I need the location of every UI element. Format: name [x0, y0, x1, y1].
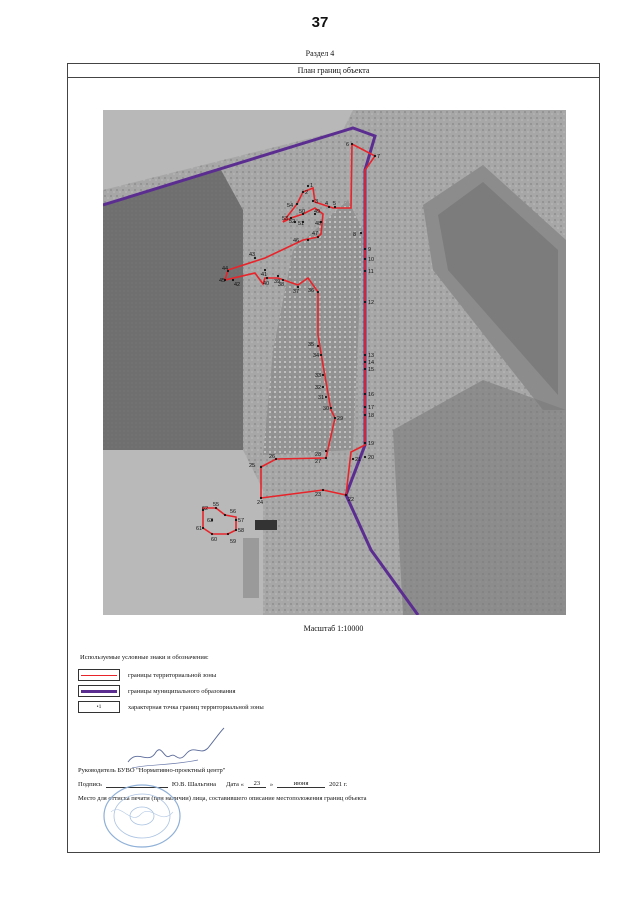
svg-text:21: 21 [355, 457, 362, 463]
page-number: 37 [311, 14, 329, 31]
svg-text:56: 56 [230, 509, 237, 515]
svg-text:53: 53 [282, 216, 289, 222]
point-48 [315, 221, 322, 227]
legend-item-point [78, 699, 378, 715]
svg-text:23: 23 [315, 492, 322, 498]
point-49 [314, 209, 320, 215]
svg-text:55: 55 [213, 502, 220, 508]
legend-item-label: границы муниципального образования [128, 687, 236, 695]
svg-text:52: 52 [289, 219, 296, 225]
svg-text:16: 16 [368, 392, 375, 398]
frame-title: План границ объекта [68, 64, 599, 78]
svg-text:29: 29 [337, 416, 344, 422]
svg-text:4: 4 [325, 201, 329, 207]
seal-stamp [101, 782, 183, 850]
svg-text:39: 39 [274, 279, 281, 285]
point-52 [289, 219, 296, 225]
boundary-map [103, 110, 566, 615]
svg-text:36: 36 [308, 288, 315, 294]
svg-text:20: 20 [368, 455, 375, 461]
svg-text:60: 60 [211, 537, 218, 543]
svg-text:47: 47 [312, 231, 319, 237]
legend-item-label: характерная точка границ территориальной зоны [128, 703, 264, 711]
svg-text:41: 41 [261, 272, 268, 278]
svg-text:58: 58 [238, 528, 245, 534]
svg-text:5: 5 [333, 201, 337, 207]
svg-text:26: 26 [269, 454, 276, 460]
svg-text:19: 19 [368, 441, 375, 447]
svg-text:10: 10 [368, 257, 375, 263]
svg-text:51: 51 [298, 221, 305, 227]
svg-text:7: 7 [377, 154, 381, 160]
svg-text:17: 17 [368, 405, 375, 411]
municipal-swatch [78, 685, 120, 697]
svg-text:15: 15 [368, 367, 375, 373]
svg-text:37: 37 [293, 289, 300, 295]
svg-text:54: 54 [287, 203, 294, 209]
svg-text:8: 8 [353, 232, 357, 238]
svg-text:13: 13 [368, 353, 375, 359]
svg-text:45: 45 [219, 278, 226, 284]
legend-item-zone [78, 667, 378, 683]
svg-text:40: 40 [263, 281, 270, 287]
svg-text:57: 57 [238, 518, 245, 524]
legend-item-municipal [78, 683, 378, 699]
svg-text:27: 27 [315, 459, 322, 465]
svg-text:62: 62 [202, 506, 209, 512]
zone-swatch [78, 669, 120, 681]
dark-field [103, 170, 243, 450]
point-44 [222, 266, 229, 272]
svg-text:33: 33 [315, 373, 322, 379]
svg-text:9: 9 [368, 247, 372, 253]
svg-text:61: 61 [196, 526, 203, 532]
svg-text:31: 31 [318, 395, 325, 401]
head-line: Руководитель БУВО "Нормативно-проектный центр" [78, 767, 226, 774]
section-label: Раздел 4 [305, 49, 335, 58]
svg-text:63: 63 [207, 518, 214, 524]
svg-text:3: 3 [315, 199, 319, 205]
svg-text:28: 28 [315, 452, 322, 458]
svg-text:2: 2 [305, 190, 309, 196]
point-62 [202, 506, 208, 512]
svg-text:46: 46 [293, 238, 300, 244]
svg-text:22: 22 [348, 497, 355, 503]
point-swatch: •1 [78, 701, 120, 713]
svg-text:59: 59 [230, 539, 237, 545]
legend-item-label: границы территориальной зоны [128, 671, 217, 679]
svg-text:48: 48 [315, 221, 322, 227]
svg-text:24: 24 [257, 500, 264, 506]
scale-label: Масштаб 1:10000 [303, 624, 364, 633]
small-building-2 [243, 538, 259, 598]
svg-text:43: 43 [249, 252, 256, 258]
legend [78, 654, 378, 715]
svg-text:1: 1 [310, 183, 314, 189]
svg-text:12: 12 [368, 300, 375, 306]
svg-text:38: 38 [278, 282, 285, 288]
stamp-line: Место для оттиска печати (при наличии) лица, составившего описание местоположения границ объекта [78, 795, 367, 802]
svg-text:14: 14 [368, 360, 375, 366]
point-45 [219, 278, 226, 284]
svg-text:25: 25 [249, 463, 256, 469]
small-building [255, 520, 277, 530]
document-frame [67, 63, 600, 853]
date-month: июня [277, 780, 325, 788]
svg-text:18: 18 [368, 413, 375, 419]
date-day: 23 [248, 780, 266, 788]
svg-text:30: 30 [323, 406, 330, 412]
svg-text:44: 44 [222, 266, 229, 272]
point-50 [299, 209, 305, 215]
svg-text:6: 6 [346, 142, 350, 148]
legend-title: Используемые условные знаки и обозначения: [80, 654, 209, 661]
point-63 [207, 518, 213, 524]
svg-text:34: 34 [313, 353, 320, 359]
svg-text:42: 42 [234, 282, 241, 288]
svg-text:35: 35 [308, 342, 315, 348]
svg-text:50: 50 [299, 209, 306, 215]
svg-text:49: 49 [314, 209, 321, 215]
svg-text:32: 32 [315, 385, 322, 391]
sign-line: Подпись Ю.В. Шальгина Дата « 23 » июня 2021 г. [78, 780, 348, 788]
svg-text:11: 11 [368, 269, 374, 275]
point-51 [298, 221, 304, 227]
